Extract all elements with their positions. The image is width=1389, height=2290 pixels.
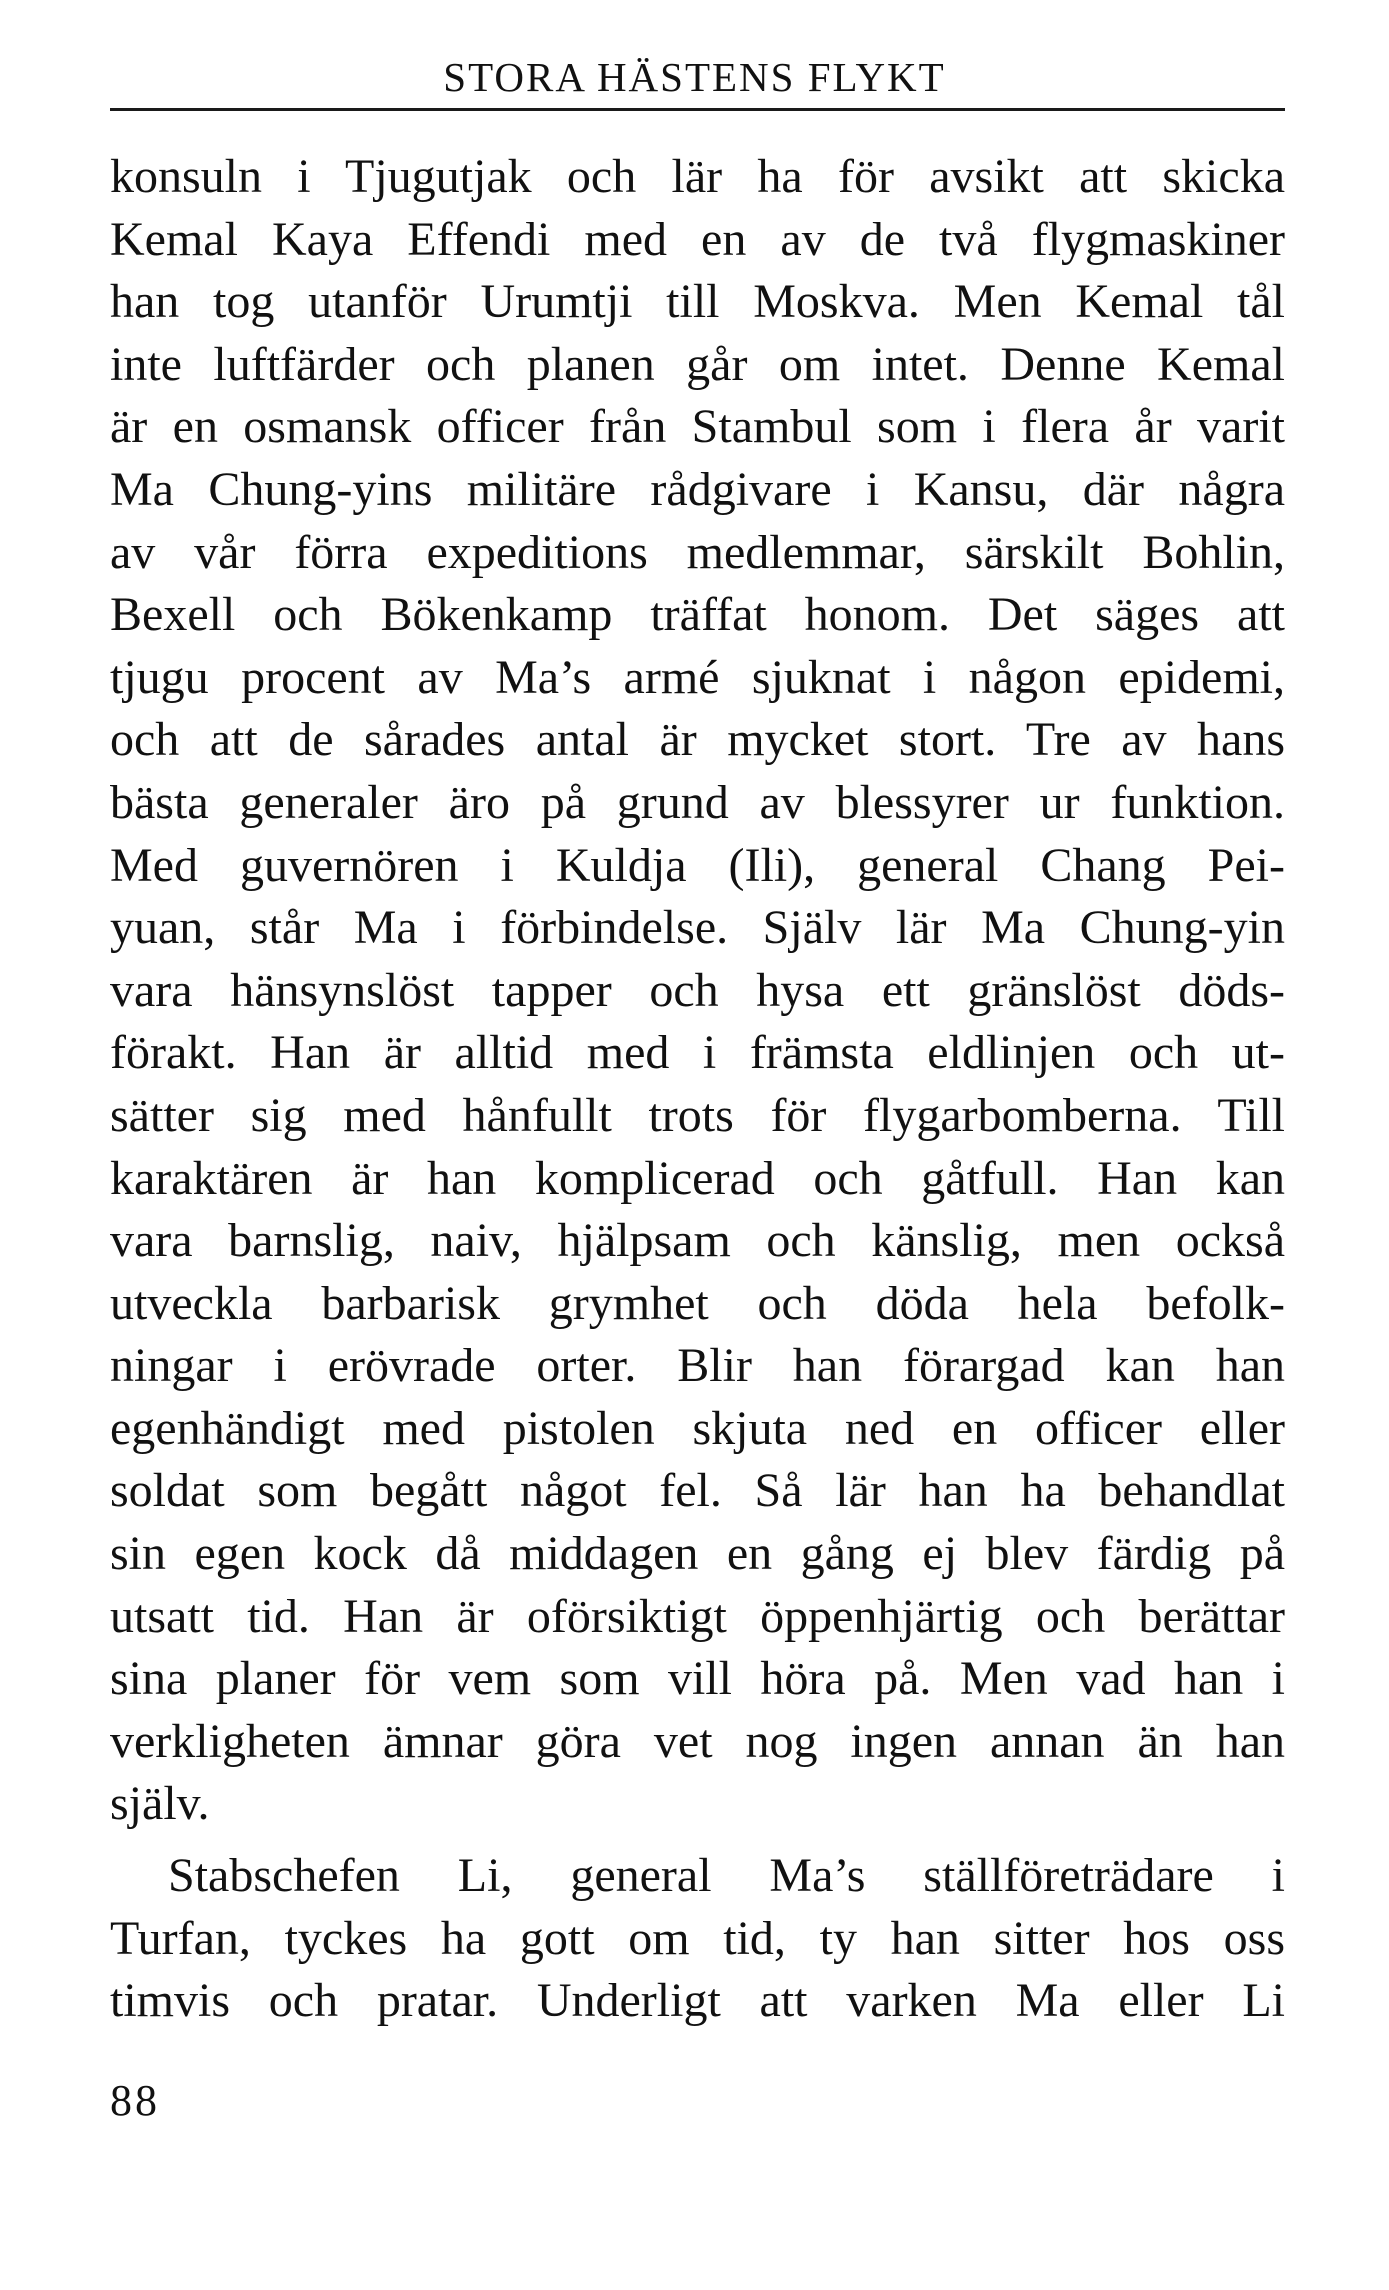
page-number: 88 [110, 2076, 160, 2125]
text-line: utveckla barbarisk grymhet och döda hela befolk- [110, 1276, 1285, 1330]
text-line: själv. [110, 1777, 210, 1831]
text-line: av vår förra expeditions medlemmar, särskilt Bohlin, [110, 525, 1285, 579]
text-line: förakt. Han är alltid med i främsta eldlinjen och ut- [110, 1026, 1285, 1080]
text-line: tjugu procent av Ma’s armé sjuknat i någon epidemi, [110, 650, 1285, 704]
text-line: Turfan, tyckes ha gott om tid, ty han sitter hos oss [110, 1911, 1285, 1965]
text-line: sätter sig med hånfullt trots för flygarbomberna. Till [110, 1088, 1285, 1142]
paragraph [110, 1845, 1285, 2033]
text-line: han tog utanför Urumtji till Moskva. Men Kemal tål [110, 275, 1285, 329]
text-line: är en osmansk officer från Stambul som i flera år varit [110, 400, 1285, 454]
text-line: timvis och pratar. Underligt att varken Ma eller Li [110, 1974, 1285, 2028]
text-line: Stabschefen Li, general Ma’s ställföreträdare i [168, 1849, 1285, 1903]
text-line: egenhändigt med pistolen skjuta ned en officer eller [110, 1401, 1285, 1455]
text-line: Bexell och Bökenkamp träffat honom. Det säges att [110, 588, 1285, 642]
body-text [110, 146, 1285, 2033]
text-line: verkligheten ämnar göra vet nog ingen annan än han [110, 1714, 1285, 1768]
text-line: och att de sårades antal är mycket stort. Tre av hans [110, 713, 1285, 767]
text-line: konsuln i Tjugutjak och lär ha för avsikt att skicka [110, 150, 1285, 203]
text-line: Ma Chung-yins militäre rådgivare i Kansu, där några [110, 462, 1285, 516]
header-rule [110, 108, 1285, 111]
text-line: utsatt tid. Han är oförsiktigt öppenhjärtig och berättar [110, 1589, 1285, 1643]
text-line: yuan, står Ma i förbindelse. Själv lär Ma Chung-yin [110, 901, 1285, 955]
text-line: bästa generaler äro på grund av blessyrer ur funktion. [110, 775, 1285, 829]
paragraph-gap [110, 1836, 1285, 1845]
text-line: vara barnslig, naiv, hjälpsam och känslig, men också [110, 1214, 1285, 1268]
paragraph [110, 146, 1285, 1836]
text-line: sina planer för vem som vill höra på. Men vad han i [110, 1652, 1285, 1706]
text-line: soldat som begått något fel. Så lär han ha behandlat [110, 1464, 1285, 1518]
running-title: STORA HÄSTENS FLYKT [443, 54, 946, 100]
text-line: karaktären är han komplicerad och gåtfull. Han kan [110, 1151, 1285, 1205]
text-line: Med guvernören i Kuldja (Ili), general Chang Pei- [110, 838, 1285, 892]
text-line: sin egen kock då middagen en gång ej blev färdig på [110, 1527, 1285, 1581]
text-line: inte luftfärder och planen går om intet. Denne Kemal [110, 337, 1285, 391]
text-line: Kemal Kaya Effendi med en av de två flygmaskiner [110, 212, 1285, 266]
text-line: vara hänsynslöst tapper och hysa ett gränslöst döds- [110, 963, 1285, 1017]
text-line: ningar i erövrade orter. Blir han förargad kan han [110, 1339, 1285, 1393]
